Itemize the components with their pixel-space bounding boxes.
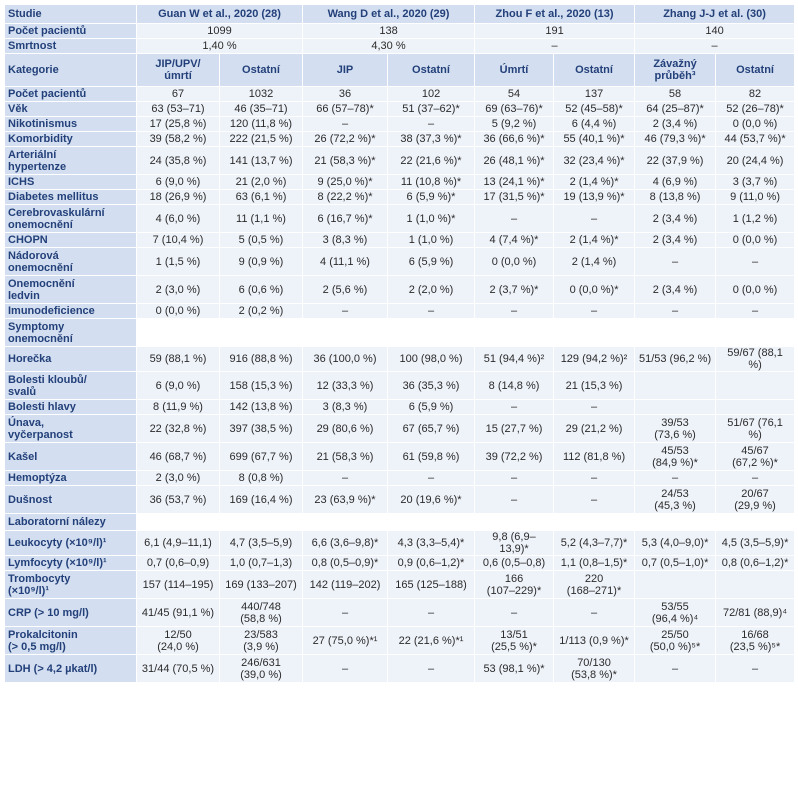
section-row bbox=[5, 514, 795, 531]
row-label: LDH (> 4,2 µkat/l) bbox=[5, 655, 137, 683]
table-cell bbox=[635, 571, 716, 599]
table-cell: 138 bbox=[303, 24, 475, 39]
table-cell: 129 (94,2 %)² bbox=[554, 347, 635, 372]
table-cell: 61 (59,8 %) bbox=[388, 443, 475, 471]
table-cell: – bbox=[388, 471, 475, 486]
table-cell: 246/631 (39,0 %) bbox=[220, 655, 303, 683]
table-cell: 9 (0,9 %) bbox=[220, 248, 303, 276]
table-cell: 4,5 (3,5–5,9)* bbox=[716, 531, 795, 556]
table-row bbox=[5, 102, 795, 117]
category-cell: JIP/UPV/ úmrtí bbox=[137, 54, 220, 87]
table-cell: 19 (13,9 %)* bbox=[554, 190, 635, 205]
table-cell: 112 (81,8 %) bbox=[554, 443, 635, 471]
mortality-row bbox=[5, 39, 795, 54]
table-row bbox=[5, 400, 795, 415]
table-cell: – bbox=[716, 248, 795, 276]
table-row bbox=[5, 415, 795, 443]
category-cell: Závažný průběh³ bbox=[635, 54, 716, 87]
table-cell: 158 (15,3 %) bbox=[220, 372, 303, 400]
table-cell bbox=[303, 514, 388, 531]
table-row bbox=[5, 347, 795, 372]
table-cell: 8 (13,8 %) bbox=[635, 190, 716, 205]
table-cell: – bbox=[635, 304, 716, 319]
table-cell: 22 (32,8 %) bbox=[137, 415, 220, 443]
table-cell: 72/81 (88,9)⁴ bbox=[716, 599, 795, 627]
table-cell: 21 (15,3 %) bbox=[554, 372, 635, 400]
row-label: ICHS bbox=[5, 175, 137, 190]
table-cell: 5,3 (4,0–9,0)* bbox=[635, 531, 716, 556]
table-cell: 20 (24,4 %) bbox=[716, 147, 795, 175]
table-cell: 26 (48,1 %)* bbox=[475, 147, 554, 175]
row-label: Smrtnost bbox=[5, 39, 137, 54]
table-cell: 6 (4,4 %) bbox=[554, 117, 635, 132]
table-cell: – bbox=[716, 471, 795, 486]
table-cell: 1,0 (0,7–1,3) bbox=[220, 556, 303, 571]
table-cell: 21 (58,3 %) bbox=[303, 443, 388, 471]
table-cell: – bbox=[475, 599, 554, 627]
table-cell: 4 (6,0 %) bbox=[137, 205, 220, 233]
table-cell: 4,3 (3,3–5,4)* bbox=[388, 531, 475, 556]
table-cell: – bbox=[475, 400, 554, 415]
table-cell: 46 (35–71) bbox=[220, 102, 303, 117]
table-cell: 142 (13,8 %) bbox=[220, 400, 303, 415]
table-cell: 39/53 (73,6 %) bbox=[635, 415, 716, 443]
table-cell: – bbox=[388, 117, 475, 132]
table-cell: 22 (21,6 %)* bbox=[388, 147, 475, 175]
table-cell: 0 (0,0 %) bbox=[716, 117, 795, 132]
table-cell: 8 (22,2 %)* bbox=[303, 190, 388, 205]
table-row bbox=[5, 175, 795, 190]
table-cell: 2 (3,7 %)* bbox=[475, 276, 554, 304]
table-cell: – bbox=[303, 655, 388, 683]
table-cell: 8 (11,9 %) bbox=[137, 400, 220, 415]
table-cell: 0 (0,0 %)* bbox=[554, 276, 635, 304]
table-cell: 67 (65,7 %) bbox=[388, 415, 475, 443]
study-wang: Wang D et al., 2020 (29) bbox=[303, 5, 475, 24]
row-label: Leukocyty (×10⁹/l)¹ bbox=[5, 531, 137, 556]
table-cell: 12/50 (24,0 %) bbox=[137, 627, 220, 655]
table-cell bbox=[388, 514, 475, 531]
table-cell: 157 (114–195) bbox=[137, 571, 220, 599]
studie-label: Studie bbox=[5, 5, 137, 24]
table-row bbox=[5, 233, 795, 248]
table-cell: – bbox=[635, 248, 716, 276]
table-cell: 6,1 (4,9–11,1) bbox=[137, 531, 220, 556]
table-cell: 5 (9,2 %) bbox=[475, 117, 554, 132]
table-cell bbox=[137, 514, 220, 531]
table-cell bbox=[716, 372, 795, 400]
table-cell: 165 (125–188) bbox=[388, 571, 475, 599]
table-cell: 20/67 (29,9 %) bbox=[716, 486, 795, 514]
table-cell: 2 (3,4 %) bbox=[635, 233, 716, 248]
table-cell: 0 (0,0 %) bbox=[716, 276, 795, 304]
table-cell: 0,7 (0,6–0,9) bbox=[137, 556, 220, 571]
table-cell: 699 (67,7 %) bbox=[220, 443, 303, 471]
table-row bbox=[5, 276, 795, 304]
table-cell: 6,6 (3,6–9,8)* bbox=[303, 531, 388, 556]
table-cell bbox=[716, 319, 795, 347]
row-label: Bolesti hlavy bbox=[5, 400, 137, 415]
category-cell: Ostatní bbox=[388, 54, 475, 87]
category-row bbox=[5, 54, 795, 87]
table-cell bbox=[635, 319, 716, 347]
table-cell: 2 (3,0 %) bbox=[137, 471, 220, 486]
table-cell: 69 (63–76)* bbox=[475, 102, 554, 117]
table-cell: 46 (79,3 %)* bbox=[635, 132, 716, 147]
table-cell: 1 (1,0 %) bbox=[388, 233, 475, 248]
table-row bbox=[5, 132, 795, 147]
table-cell: 2 (1,4 %)* bbox=[554, 233, 635, 248]
table-row bbox=[5, 443, 795, 471]
table-cell: 51/53 (96,2 %) bbox=[635, 347, 716, 372]
table-cell: 23/583 (3,9 %) bbox=[220, 627, 303, 655]
table-cell: – bbox=[635, 655, 716, 683]
table-cell: 18 (26,9 %) bbox=[137, 190, 220, 205]
table-cell: 21 (58,3 %)* bbox=[303, 147, 388, 175]
table-cell: 1,40 % bbox=[137, 39, 303, 54]
table-cell: 8 (14,8 %) bbox=[475, 372, 554, 400]
table-cell: 6 (5,9 %) bbox=[388, 400, 475, 415]
study-zhang: Zhang J-J et al. (30) bbox=[635, 5, 795, 24]
table-cell: 7 (10,4 %) bbox=[137, 233, 220, 248]
table-cell bbox=[635, 372, 716, 400]
table-cell: 2 (2,0 %) bbox=[388, 276, 475, 304]
table-cell: 2 (3,4 %) bbox=[635, 205, 716, 233]
table-cell: 13 (24,1 %)* bbox=[475, 175, 554, 190]
table-cell: 55 (40,1 %)* bbox=[554, 132, 635, 147]
table-row bbox=[5, 599, 795, 627]
table-cell: 166 (107–229)* bbox=[475, 571, 554, 599]
table-cell: 24 (35,8 %) bbox=[137, 147, 220, 175]
table-row bbox=[5, 117, 795, 132]
table-cell: 140 bbox=[635, 24, 795, 39]
comparison-table bbox=[4, 4, 795, 683]
table-cell bbox=[554, 319, 635, 347]
row-label: Imunodeficience bbox=[5, 304, 137, 319]
table-cell: – bbox=[475, 39, 635, 54]
table-cell: 36 (66,6 %)* bbox=[475, 132, 554, 147]
table-cell: – bbox=[554, 486, 635, 514]
table-cell: 51 (37–62)* bbox=[388, 102, 475, 117]
table-cell: – bbox=[554, 471, 635, 486]
table-cell: 137 bbox=[554, 87, 635, 102]
table-cell: 4 (11,1 %) bbox=[303, 248, 388, 276]
table-cell: 52 (26–78)* bbox=[716, 102, 795, 117]
table-cell: – bbox=[554, 304, 635, 319]
table-cell: 66 (57–78)* bbox=[303, 102, 388, 117]
table-cell: 39 (58,2 %) bbox=[137, 132, 220, 147]
table-row bbox=[5, 627, 795, 655]
table-cell: – bbox=[388, 599, 475, 627]
row-label: Symptomy onemocnění bbox=[5, 319, 137, 347]
row-label: Trombocyty (×10⁹/l)¹ bbox=[5, 571, 137, 599]
table-cell: 53/55 (96,4 %)⁴ bbox=[635, 599, 716, 627]
table-cell: 4,30 % bbox=[303, 39, 475, 54]
table-cell bbox=[635, 400, 716, 415]
table-cell: 17 (25,8 %) bbox=[137, 117, 220, 132]
table-cell: 5 (0,5 %) bbox=[220, 233, 303, 248]
table-cell: 53 (98,1 %)* bbox=[475, 655, 554, 683]
table-row bbox=[5, 571, 795, 599]
table-cell: 142 (119–202) bbox=[303, 571, 388, 599]
table-cell: 67 bbox=[137, 87, 220, 102]
table-cell: 82 bbox=[716, 87, 795, 102]
table-cell: 32 (23,4 %)* bbox=[554, 147, 635, 175]
row-label: Kategorie bbox=[5, 54, 137, 87]
table-cell: 23 (63,9 %)* bbox=[303, 486, 388, 514]
table-cell: 440/748 (58,8 %) bbox=[220, 599, 303, 627]
table-row bbox=[5, 556, 795, 571]
category-cell: JIP bbox=[303, 54, 388, 87]
table-cell: 22 (21,6 %)*¹ bbox=[388, 627, 475, 655]
study-guan: Guan W et al., 2020 (28) bbox=[137, 5, 303, 24]
table-cell: 4 (7,4 %)* bbox=[475, 233, 554, 248]
row-label: Hemoptýza bbox=[5, 471, 137, 486]
table-cell: 25/50 (50,0 %)⁵* bbox=[635, 627, 716, 655]
table-cell: 2 (0,2 %) bbox=[220, 304, 303, 319]
table-cell bbox=[554, 514, 635, 531]
table-cell: – bbox=[475, 304, 554, 319]
table-cell: 1 (1,0 %)* bbox=[388, 205, 475, 233]
table-cell: – bbox=[475, 205, 554, 233]
row-label: Věk bbox=[5, 102, 137, 117]
table-cell: 8 (0,8 %) bbox=[220, 471, 303, 486]
table-cell: 58 bbox=[635, 87, 716, 102]
table-cell: 6 (9,0 %) bbox=[137, 372, 220, 400]
row-label: Dušnost bbox=[5, 486, 137, 514]
table-cell: 29 (21,2 %) bbox=[554, 415, 635, 443]
row-label: Únava, vyčerpanost bbox=[5, 415, 137, 443]
table-cell: 41/45 (91,1 %) bbox=[137, 599, 220, 627]
table-cell: 46 (68,7 %) bbox=[137, 443, 220, 471]
table-cell: 20 (19,6 %)* bbox=[388, 486, 475, 514]
table-cell: 36 bbox=[303, 87, 388, 102]
table-cell: 0 (0,0 %) bbox=[137, 304, 220, 319]
table-cell: 36 (35,3 %) bbox=[388, 372, 475, 400]
row-label: Onemocnění ledvin bbox=[5, 276, 137, 304]
table-cell: – bbox=[635, 39, 795, 54]
table-row bbox=[5, 190, 795, 205]
table-row bbox=[5, 655, 795, 683]
row-label: CRP (> 10 mg/l) bbox=[5, 599, 137, 627]
table-cell: 4,7 (3,5–5,9) bbox=[220, 531, 303, 556]
table-cell bbox=[137, 319, 220, 347]
row-label: Diabetes mellitus bbox=[5, 190, 137, 205]
table-cell: 9,8 (6,9–13,9)* bbox=[475, 531, 554, 556]
row-label: CHOPN bbox=[5, 233, 137, 248]
table-cell: 36 (53,7 %) bbox=[137, 486, 220, 514]
table-cell: 1 (1,2 %) bbox=[716, 205, 795, 233]
table-cell: – bbox=[303, 117, 388, 132]
table-cell: 0,8 (0,5–0,9)* bbox=[303, 556, 388, 571]
table-cell: 169 (16,4 %) bbox=[220, 486, 303, 514]
table-cell bbox=[475, 319, 554, 347]
table-row bbox=[5, 486, 795, 514]
row-label: Cerebrovaskulární onemocnění bbox=[5, 205, 137, 233]
table-cell: 17 (31,5 %)* bbox=[475, 190, 554, 205]
table-cell: – bbox=[475, 486, 554, 514]
table-cell: 2 (3,4 %) bbox=[635, 276, 716, 304]
table-cell bbox=[303, 319, 388, 347]
table-cell: 6 (5,9 %)* bbox=[388, 190, 475, 205]
table-cell: – bbox=[635, 471, 716, 486]
table-cell: 11 (10,8 %)* bbox=[388, 175, 475, 190]
table-cell: 64 (25–87)* bbox=[635, 102, 716, 117]
table-cell: 29 (80,6 %) bbox=[303, 415, 388, 443]
table-row bbox=[5, 372, 795, 400]
row-label: Bolesti kloubů/ svalů bbox=[5, 372, 137, 400]
category-cell: Ostatní bbox=[220, 54, 303, 87]
table-cell bbox=[716, 571, 795, 599]
table-cell: – bbox=[303, 599, 388, 627]
table-cell: 13/51 (25,5 %)* bbox=[475, 627, 554, 655]
table-cell: 16/68 (23,5 %)⁵* bbox=[716, 627, 795, 655]
table-cell: 63 (53–71) bbox=[137, 102, 220, 117]
table-cell: 0 (0,0 %) bbox=[475, 248, 554, 276]
table-cell: 3 (8,3 %) bbox=[303, 400, 388, 415]
section-row bbox=[5, 319, 795, 347]
table-cell: 916 (88,8 %) bbox=[220, 347, 303, 372]
table-cell: 38 (37,3 %)* bbox=[388, 132, 475, 147]
table-cell: 52 (45–58)* bbox=[554, 102, 635, 117]
table-cell: 11 (1,1 %) bbox=[220, 205, 303, 233]
table-cell: 9 (11,0 %) bbox=[716, 190, 795, 205]
row-label: Arteriální hypertenze bbox=[5, 147, 137, 175]
row-label: Počet pacientů bbox=[5, 87, 137, 102]
table-row bbox=[5, 248, 795, 276]
row-label: Komorbidity bbox=[5, 132, 137, 147]
table-cell: 6 (9,0 %) bbox=[137, 175, 220, 190]
row-label: Nádorová onemocnění bbox=[5, 248, 137, 276]
table-row bbox=[5, 304, 795, 319]
table-cell: 1032 bbox=[220, 87, 303, 102]
table-cell: – bbox=[554, 400, 635, 415]
table-cell: 0,8 (0,6–1,2)* bbox=[716, 556, 795, 571]
table-cell: 12 (33,3 %) bbox=[303, 372, 388, 400]
table-cell: 59/67 (88,1 %) bbox=[716, 347, 795, 372]
table-cell: 3 (8,3 %) bbox=[303, 233, 388, 248]
row-label: Počet pacientů bbox=[5, 24, 137, 39]
table-cell: – bbox=[388, 655, 475, 683]
table-cell: 54 bbox=[475, 87, 554, 102]
table-cell: 2 (1,4 %) bbox=[554, 248, 635, 276]
table-cell: 4 (6,9 %) bbox=[635, 175, 716, 190]
table-cell: – bbox=[554, 599, 635, 627]
table-cell: 15 (27,7 %) bbox=[475, 415, 554, 443]
table-cell: 0,6 (0,5–0,8) bbox=[475, 556, 554, 571]
table-cell: – bbox=[388, 304, 475, 319]
table-cell: – bbox=[303, 304, 388, 319]
row-label: Kašel bbox=[5, 443, 137, 471]
table-cell: 27 (75,0 %)*¹ bbox=[303, 627, 388, 655]
table-cell: 24/53 (45,3 %) bbox=[635, 486, 716, 514]
table-cell: 100 (98,0 %) bbox=[388, 347, 475, 372]
table-row bbox=[5, 531, 795, 556]
table-cell: 120 (11,8 %) bbox=[220, 117, 303, 132]
table-cell: 5,2 (4,3–7,7)* bbox=[554, 531, 635, 556]
study-zhou: Zhou F et al., 2020 (13) bbox=[475, 5, 635, 24]
table-cell bbox=[220, 319, 303, 347]
table-cell: 0,9 (0,6–1,2)* bbox=[388, 556, 475, 571]
table-cell: 63 (6,1 %) bbox=[220, 190, 303, 205]
table-cell: 6 (0,6 %) bbox=[220, 276, 303, 304]
table-cell: – bbox=[475, 471, 554, 486]
table-cell: 220 (168–271)* bbox=[554, 571, 635, 599]
table-cell: 36 (100,0 %) bbox=[303, 347, 388, 372]
total-patients-row bbox=[5, 24, 795, 39]
table-cell: 44 (53,7 %)* bbox=[716, 132, 795, 147]
table-cell bbox=[220, 514, 303, 531]
table-cell bbox=[716, 514, 795, 531]
row-label: Laboratorní nálezy bbox=[5, 514, 137, 531]
table-cell: 2 (3,0 %) bbox=[137, 276, 220, 304]
table-cell: 6 (5,9 %) bbox=[388, 248, 475, 276]
table-cell: 21 (2,0 %) bbox=[220, 175, 303, 190]
table-cell: – bbox=[716, 655, 795, 683]
table-cell: 59 (88,1 %) bbox=[137, 347, 220, 372]
category-cell: Úmrtí bbox=[475, 54, 554, 87]
table-cell bbox=[716, 400, 795, 415]
table-cell: 9 (25,0 %)* bbox=[303, 175, 388, 190]
table-row bbox=[5, 147, 795, 175]
table-cell: 6 (16,7 %)* bbox=[303, 205, 388, 233]
table-cell: 1 (1,5 %) bbox=[137, 248, 220, 276]
table-cell: 51/67 (76,1 %) bbox=[716, 415, 795, 443]
table-cell bbox=[475, 514, 554, 531]
table-row bbox=[5, 205, 795, 233]
table-cell: 1,1 (0,8–1,5)* bbox=[554, 556, 635, 571]
row-label: Lymfocyty (×10⁹/l)¹ bbox=[5, 556, 137, 571]
table-row bbox=[5, 471, 795, 486]
table-cell: – bbox=[554, 205, 635, 233]
table-cell: 39 (72,2 %) bbox=[475, 443, 554, 471]
row-label: Nikotinismus bbox=[5, 117, 137, 132]
table-cell: 1099 bbox=[137, 24, 303, 39]
table-cell: – bbox=[303, 471, 388, 486]
category-cell: Ostatní bbox=[554, 54, 635, 87]
row-label: Prokalcitonin (> 0,5 mg/l) bbox=[5, 627, 137, 655]
table-cell: 31/44 (70,5 %) bbox=[137, 655, 220, 683]
row-label: Horečka bbox=[5, 347, 137, 372]
table-cell: 45/67 (67,2 %)* bbox=[716, 443, 795, 471]
table-cell: 0,7 (0,5–1,0)* bbox=[635, 556, 716, 571]
table-cell: 45/53 (84,9 %)* bbox=[635, 443, 716, 471]
table-cell: 141 (13,7 %) bbox=[220, 147, 303, 175]
table-row bbox=[5, 87, 795, 102]
table-cell: 0 (0,0 %) bbox=[716, 233, 795, 248]
table-cell: 169 (133–207) bbox=[220, 571, 303, 599]
table-cell: 222 (21,5 %) bbox=[220, 132, 303, 147]
table-cell: 397 (38,5 %) bbox=[220, 415, 303, 443]
table-cell: 22 (37,9 %) bbox=[635, 147, 716, 175]
table-cell bbox=[635, 514, 716, 531]
table-cell: 191 bbox=[475, 24, 635, 39]
table-cell: 70/130 (53,8 %)* bbox=[554, 655, 635, 683]
table-cell: 2 (1,4 %)* bbox=[554, 175, 635, 190]
category-cell: Ostatní bbox=[716, 54, 795, 87]
table-cell bbox=[388, 319, 475, 347]
table-cell: 51 (94,4 %)² bbox=[475, 347, 554, 372]
table-cell: 1/113 (0,9 %)* bbox=[554, 627, 635, 655]
table-cell: 102 bbox=[388, 87, 475, 102]
table-cell: 3 (3,7 %) bbox=[716, 175, 795, 190]
table-cell: 2 (3,4 %) bbox=[635, 117, 716, 132]
table-cell: 2 (5,6 %) bbox=[303, 276, 388, 304]
table-cell: – bbox=[716, 304, 795, 319]
table-cell: 26 (72,2 %)* bbox=[303, 132, 388, 147]
studies-row bbox=[5, 5, 795, 24]
